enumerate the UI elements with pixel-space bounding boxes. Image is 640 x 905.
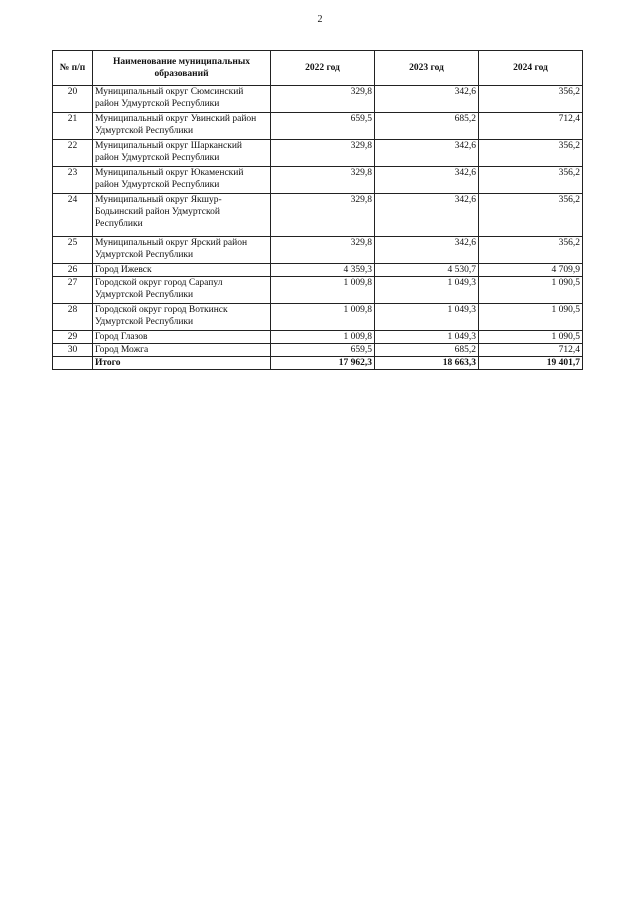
row-2023: 685,2 bbox=[375, 344, 479, 357]
row-2024: 1 090,5 bbox=[479, 304, 583, 331]
row-2023: 4 530,7 bbox=[375, 264, 479, 277]
row-2022: 329,8 bbox=[271, 86, 375, 113]
row-name: Муниципальный округ Юкаменский район Удмуртской Республики bbox=[93, 167, 271, 194]
row-num: 30 bbox=[53, 344, 93, 357]
row-2023: 342,6 bbox=[375, 194, 479, 237]
row-2022: 1 009,8 bbox=[271, 304, 375, 331]
table-row bbox=[53, 113, 583, 140]
table-row bbox=[53, 331, 583, 344]
row-2022: 329,8 bbox=[271, 167, 375, 194]
row-2023: 685,2 bbox=[375, 113, 479, 140]
row-name: Муниципальный округ Шарканский район Удмуртской Республики bbox=[93, 140, 271, 167]
row-2022: 4 359,3 bbox=[271, 264, 375, 277]
row-2024: 1 090,5 bbox=[479, 331, 583, 344]
row-name: Городской округ город Сарапул Удмуртской Республики bbox=[93, 277, 271, 304]
row-name: Муниципальный округ Увинский район Удмуртской Республики bbox=[93, 113, 271, 140]
row-2024: 4 709,9 bbox=[479, 264, 583, 277]
row-2024: 356,2 bbox=[479, 237, 583, 264]
row-2024: 356,2 bbox=[479, 167, 583, 194]
total-row bbox=[53, 357, 583, 370]
row-2023: 342,6 bbox=[375, 237, 479, 264]
row-2022: 329,8 bbox=[271, 140, 375, 167]
table-row bbox=[53, 86, 583, 113]
row-name: Город Глазов bbox=[93, 331, 271, 344]
table-header-row bbox=[53, 51, 583, 86]
row-name: Городской округ город Воткинск Удмуртской Республики bbox=[93, 304, 271, 331]
row-num: 20 bbox=[53, 86, 93, 113]
row-num: 26 bbox=[53, 264, 93, 277]
header-name: Наименование муниципальных образований bbox=[93, 51, 271, 86]
total-num bbox=[53, 357, 93, 370]
row-2023: 342,6 bbox=[375, 86, 479, 113]
page-number: 2 bbox=[317, 14, 323, 25]
row-2024: 356,2 bbox=[479, 86, 583, 113]
budget-table bbox=[52, 50, 583, 370]
table-row bbox=[53, 194, 583, 237]
table-row bbox=[53, 264, 583, 277]
table-row bbox=[53, 304, 583, 331]
row-2022: 1 009,8 bbox=[271, 331, 375, 344]
row-2024: 712,4 bbox=[479, 344, 583, 357]
total-2023: 18 663,3 bbox=[375, 357, 479, 370]
row-2024: 1 090,5 bbox=[479, 277, 583, 304]
total-2022: 17 962,3 bbox=[271, 357, 375, 370]
header-2023: 2023 год bbox=[375, 51, 479, 86]
row-name: Муниципальный округ Якшур-Бодьинский район Удмуртской Республики bbox=[93, 194, 271, 237]
row-2024: 356,2 bbox=[479, 140, 583, 167]
row-name: Муниципальный округ Сюмсинский район Удмуртской Республики bbox=[93, 86, 271, 113]
row-2023: 342,6 bbox=[375, 167, 479, 194]
row-2022: 1 009,8 bbox=[271, 277, 375, 304]
total-2024: 19 401,7 bbox=[479, 357, 583, 370]
header-2024: 2024 год bbox=[479, 51, 583, 86]
table-row bbox=[53, 167, 583, 194]
row-2022: 659,5 bbox=[271, 344, 375, 357]
row-num: 29 bbox=[53, 331, 93, 344]
row-num: 27 bbox=[53, 277, 93, 304]
row-num: 24 bbox=[53, 194, 93, 237]
table-row bbox=[53, 277, 583, 304]
row-num: 21 bbox=[53, 113, 93, 140]
row-2023: 1 049,3 bbox=[375, 304, 479, 331]
total-label: Итого bbox=[93, 357, 271, 370]
header-num: № п/п bbox=[53, 51, 93, 86]
row-num: 25 bbox=[53, 237, 93, 264]
header-2022: 2022 год bbox=[271, 51, 375, 86]
row-2024: 712,4 bbox=[479, 113, 583, 140]
row-2022: 329,8 bbox=[271, 194, 375, 237]
table-row bbox=[53, 140, 583, 167]
row-2023: 1 049,3 bbox=[375, 331, 479, 344]
row-num: 28 bbox=[53, 304, 93, 331]
row-num: 22 bbox=[53, 140, 93, 167]
row-2022: 329,8 bbox=[271, 237, 375, 264]
row-2023: 1 049,3 bbox=[375, 277, 479, 304]
row-2022: 659,5 bbox=[271, 113, 375, 140]
row-name: Муниципальный округ Ярский район Удмуртской Республики bbox=[93, 237, 271, 264]
row-name: Город Можга bbox=[93, 344, 271, 357]
row-num: 23 bbox=[53, 167, 93, 194]
table-row bbox=[53, 237, 583, 264]
row-2023: 342,6 bbox=[375, 140, 479, 167]
table-row bbox=[53, 344, 583, 357]
row-2024: 356,2 bbox=[479, 194, 583, 237]
row-name: Город Ижевск bbox=[93, 264, 271, 277]
